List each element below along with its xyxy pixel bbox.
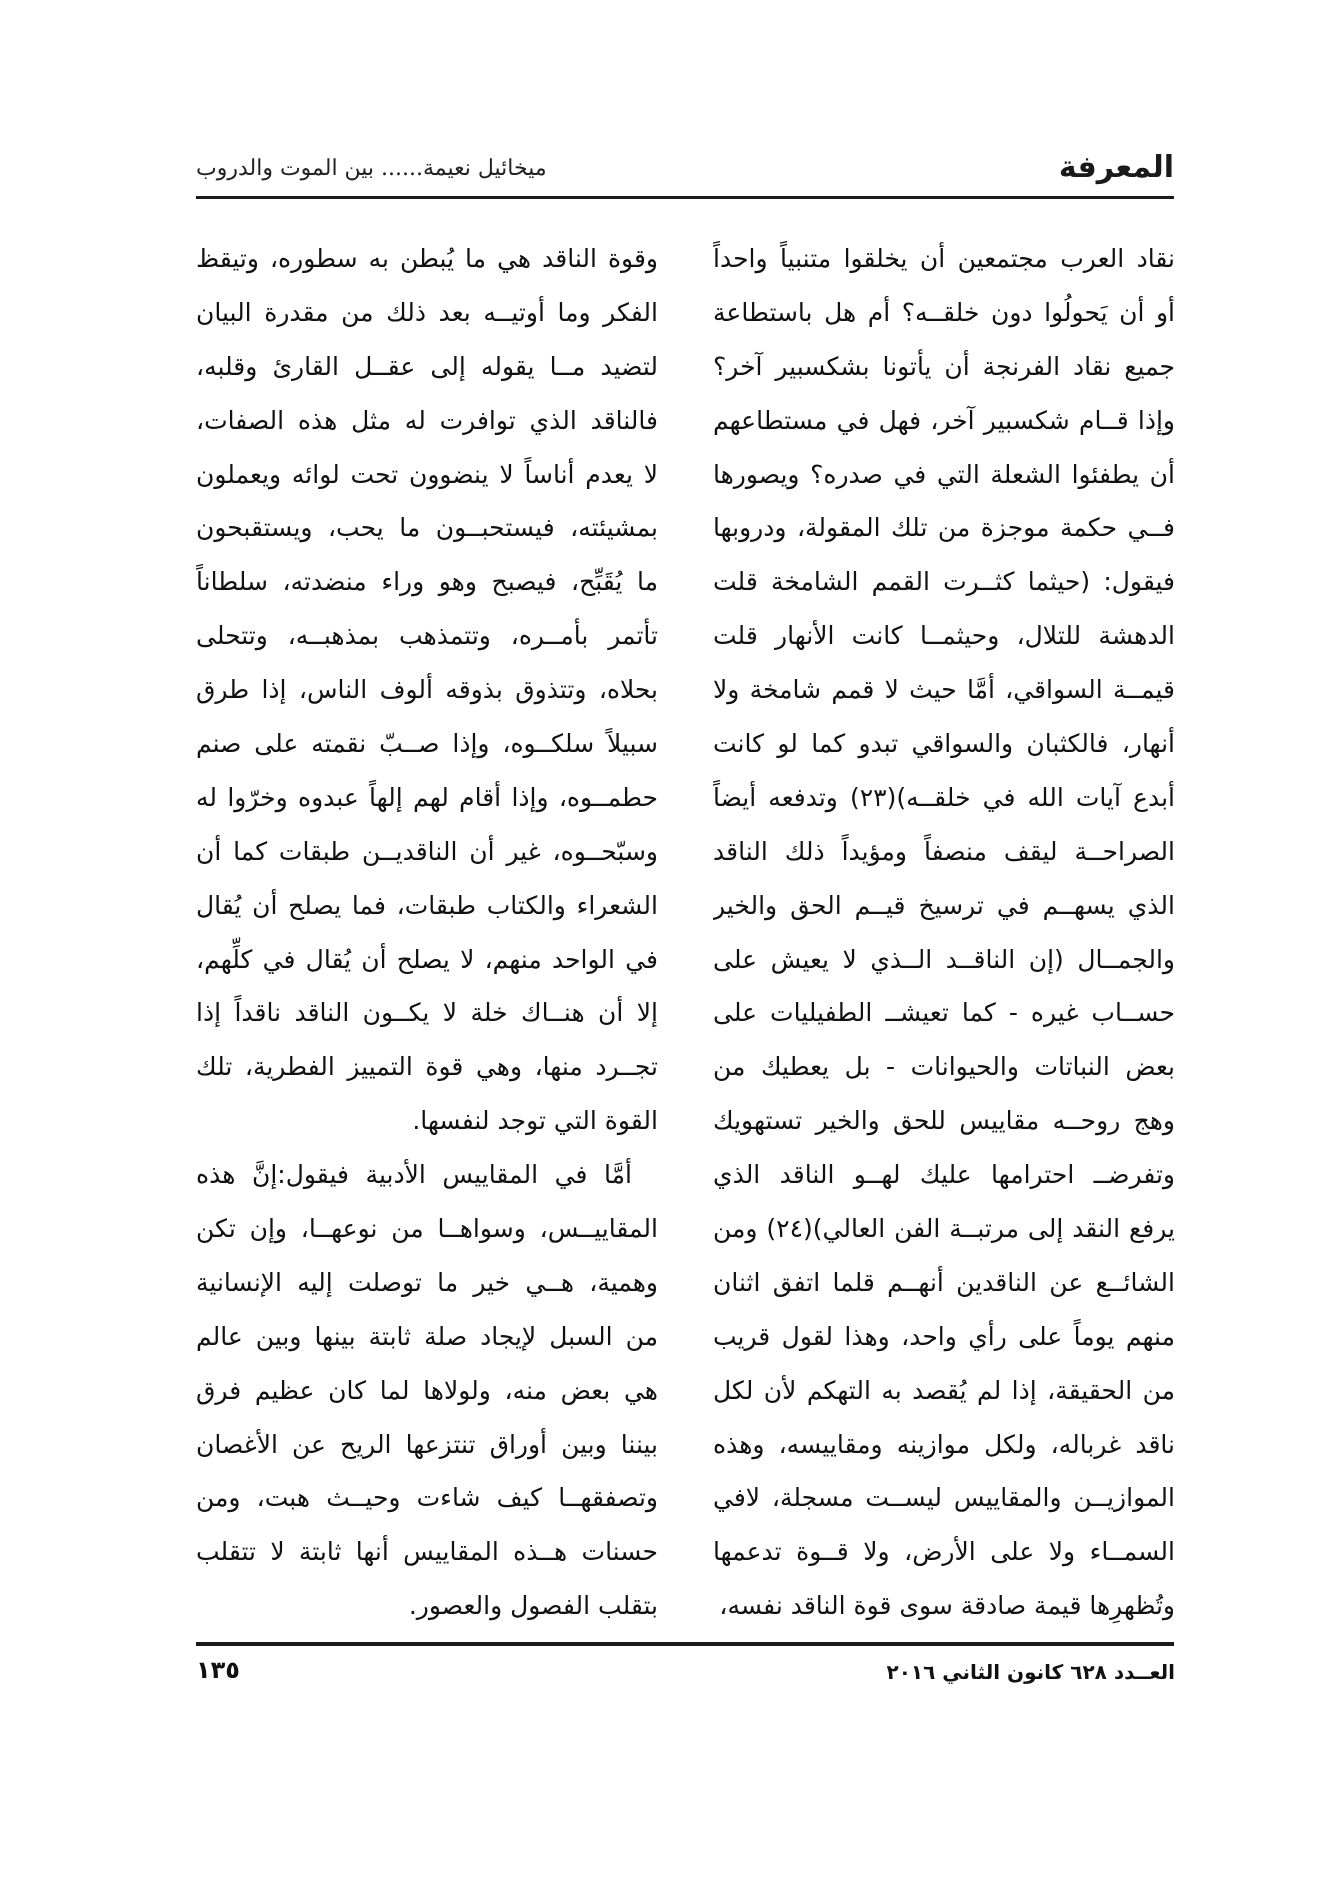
page-number: ١٣٥ [196,1656,240,1684]
text-line: في الواحد منهم، لا يصلح أن يُقال في كلِّهم، [196,944,658,974]
text-line: قيمــة السواقي، أمَّا حيث لا قمم شامخة ولا [713,675,1175,705]
text-column-left [196,232,658,1622]
text-line: الذي يسهــم في ترسيخ قيــم الحق والخير [713,890,1175,920]
text-line: أبدع آيات الله في خلقــه)(٢٣) وتدفعه أيضاً [713,782,1175,812]
header-rule [196,196,1174,199]
text-line: الموازيــن والمقاييس ليســت مسجلة، لافي [713,1483,1175,1513]
text-line: من السبل لإيجاد صلة ثابتة بينها وبين عالم [196,1321,658,1351]
text-line: الصراحــة ليقف منصفاً ومؤيداً ذلك الناقد [713,836,1175,866]
text-line: وتصفقهــا كيف شاءت وحيــث هبت، ومن [196,1483,658,1513]
text-line: الدهشة للتلال، وحيثمــا كانت الأنهار قلت [713,621,1175,651]
text-line: سبيلاً سلكــوه، وإذا صــبّ نقمته على صنم [196,729,658,759]
text-line: يرفع النقد إلى مرتبــة الفن العالي)(٢٤) ومن [713,1214,1175,1244]
text-line: من الحقيقة، إذا لم يُقصد به التهكم لأن لكل [713,1375,1175,1405]
text-line: أمَّا في المقاييس الأدبية فيقول:إنَّ هذه [196,1160,632,1190]
text-line: ناقد غرباله، ولكل موازينه ومقاييسه، وهذه [713,1429,1175,1459]
text-line: وهج روحــه مقاييس للحق والخير تستهويك [713,1106,1175,1136]
text-line: والجمــال (إن الناقــد الــذي لا يعيش على [713,944,1175,974]
text-line: نقاد العرب مجتمعين أن يخلقوا متنبياً واحداً [713,244,1175,273]
text-line: لتضيد مــا يقوله إلى عقــل القارئ وقلبه، [196,351,658,381]
text-line: بحلاه، وتتذوق بذوقه ألوف الناس، إذا طرق [196,675,658,705]
magazine-logo: المعرفة [1058,150,1174,185]
text-line: بيننا وبين أوراق تنتزعها الريح عن الأغصان [196,1429,658,1459]
text-line: جميع نقاد الفرنجة أن يأتونا بشكسبير آخر؟ [713,351,1175,381]
footer-rule [196,1642,1174,1646]
text-line: المقاييــس، وسواهــا من نوعهــا، وإن تكن [196,1214,658,1244]
text-line: إلا أن هنــاك خلة لا يكــون الناقد ناقداً إذا [196,998,658,1028]
text-line: أنهار، فالكثبان والسواقي تبدو كما لو كانت [713,729,1175,759]
text-line: وإذا قــام شكسبير آخر، فهل في مستطاعهم [713,405,1175,435]
text-line: هي بعض منه، ولولاها لما كان عظيم فرق [196,1375,658,1405]
text-line: أن يطفئوا الشعلة التي في صدره؟ ويصورها [713,459,1175,489]
text-line: تجــرد منها، وهي قوة التمييز الفطرية، تلك [196,1052,658,1082]
text-line: وقوة الناقد هي ما يُبطن به سطوره، وتيقظ [196,244,658,273]
running-title: ميخائيل نعيمة...... بين الموت والدروب [196,156,547,181]
text-line: حسنات هــذه المقاييس أنها ثابتة لا تتقلب [196,1537,658,1567]
text-line: تأتمر بأمــره، وتتمذهب بمذهبــه، وتتحلى [196,621,658,651]
text-line: وهمية، هــي خير ما توصلت إليه الإنسانية [196,1267,658,1297]
text-line: ما يُقَبِّح، فيصبح وهو وراء منضدته، سلطاناً [196,567,658,597]
text-line: الفكر وما أوتيــه بعد ذلك من مقدرة البيان [196,297,658,327]
text-line: حســاب غيره - كما تعيشــ الطفيليات على [713,998,1175,1028]
page-header [196,150,1174,186]
text-line: أو أن يَحولُوا دون خلقــه؟ أم هل باستطاعة [713,297,1175,327]
text-line: فالناقد الذي توافرت له مثل هذه الصفات، [196,405,658,435]
text-line: الشائــع عن الناقدين أنهــم قلما اتفق اثنان [713,1267,1175,1297]
text-line: بمشيئته، فيستحبــون ما يحب، ويستقبحون [196,513,658,543]
text-column-right [713,232,1175,1622]
text-line: وتُظهرِها قيمة صادقة سوى قوة الناقد نفسه، [719,1591,1175,1621]
text-line: لا يعدم أناساً لا ينضوون تحت لوائه ويعملون [196,459,658,489]
text-line: وتفرضــ احترامها عليك لهــو الناقد الذي [713,1160,1175,1190]
text-line: منهم يوماً على رأي واحد، وهذا لقول قريب [713,1321,1175,1351]
text-line: حطمــوه، وإذا أقام لهم إلهاً عبدوه وخرّوا له [196,782,658,812]
text-line: السمــاء ولا على الأرض، ولا قــوة تدعمها [713,1537,1175,1567]
text-line: وسبّحــوه، غير أن الناقديــن طبقات كما أن [196,836,658,866]
issue-info: العــدد ٦٢٨ كانون الثاني ٢٠١٦ [886,1660,1175,1684]
text-line: الشعراء والكتاب طبقات، فما يصلح أن يُقال [196,890,658,920]
text-line: فــي حكمة موجزة من تلك المقولة، ودروبها [713,513,1175,543]
text-line: القوة التي توجد لنفسها. [412,1106,658,1136]
text-line: فيقول: (حيثما كثــرت القمم الشامخة قلت [713,567,1175,597]
text-line: بتقلب الفصول والعصور. [408,1591,658,1621]
text-line: بعض النباتات والحيوانات - بل يعطيك من [713,1052,1175,1082]
